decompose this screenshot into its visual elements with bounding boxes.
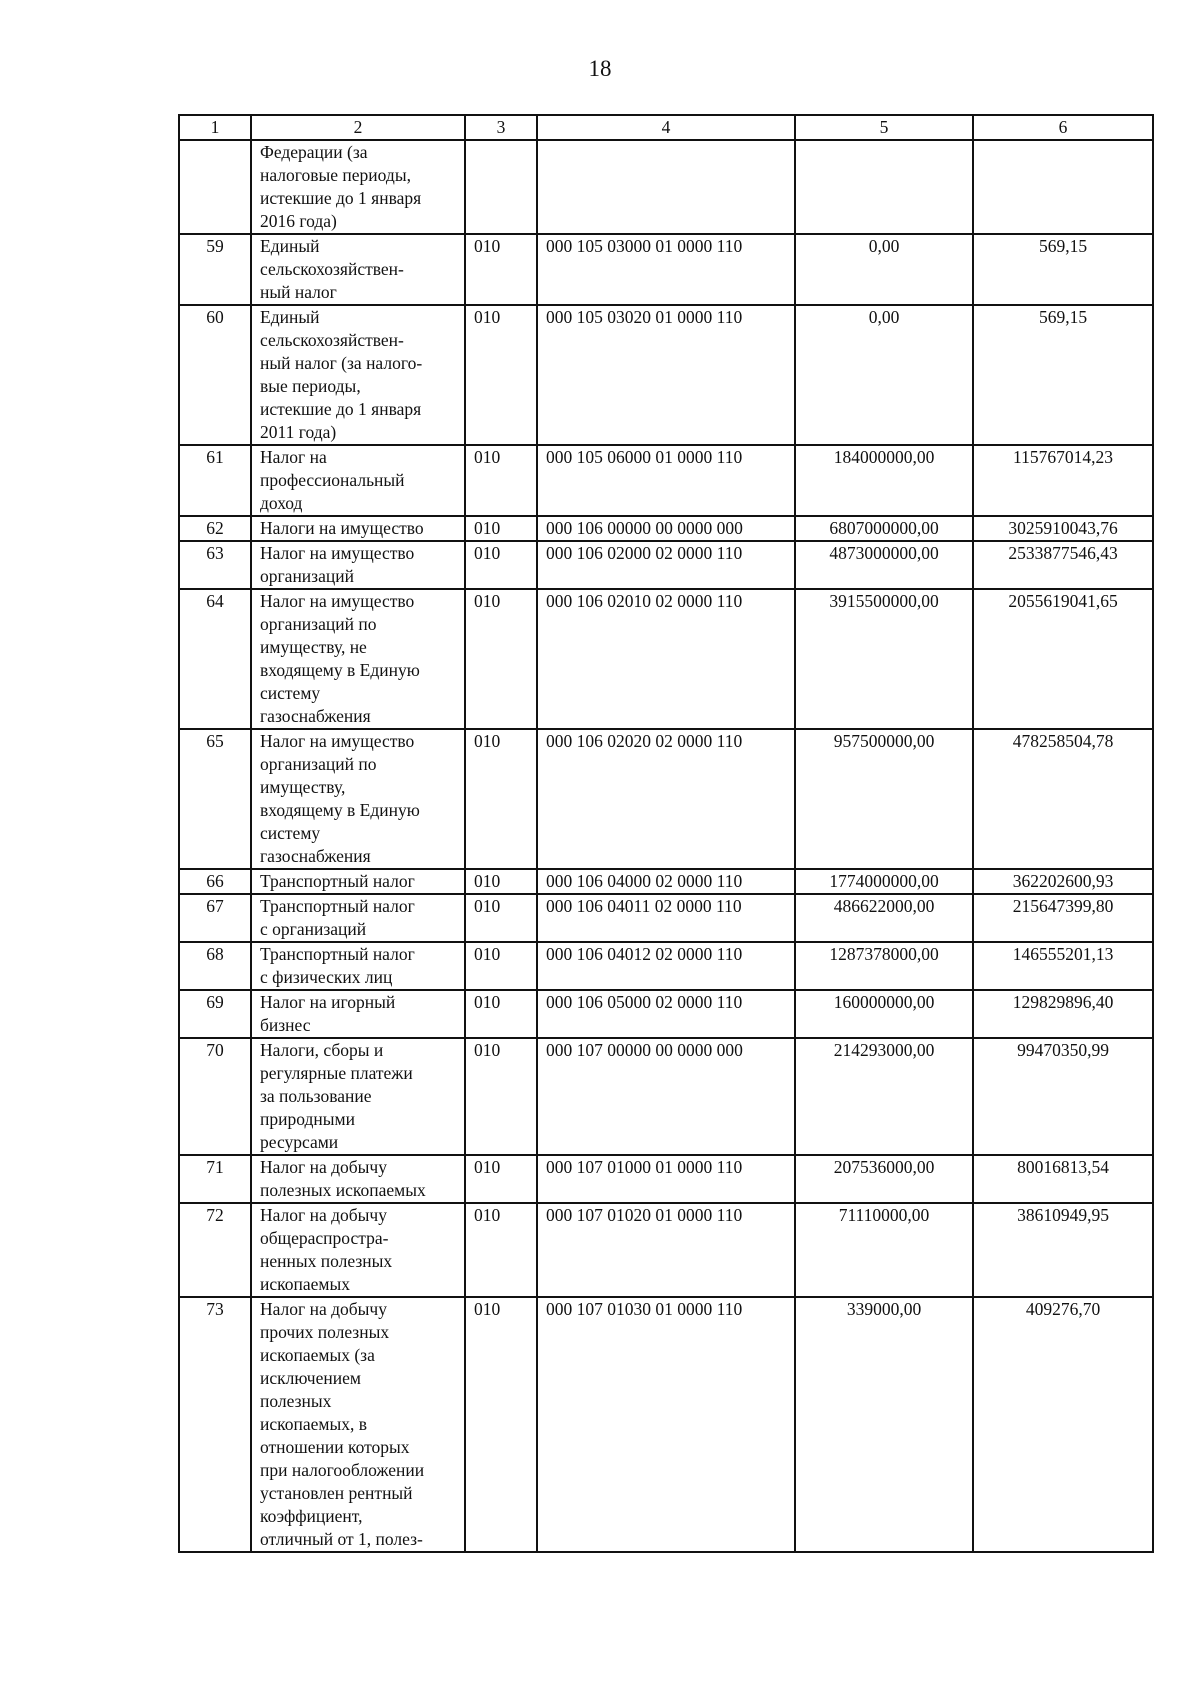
indicator-name-cell: Единый сельскохозяйствен- ный налог <box>251 234 465 305</box>
executed-amount-cell: 2055619041,65 <box>973 589 1153 729</box>
administrator-code-cell: 010 <box>465 729 537 869</box>
budget-classification-code-cell: 000 106 02000 02 0000 110 <box>537 541 795 589</box>
approved-amount-cell: 339000,00 <box>795 1297 973 1552</box>
table-row <box>179 1203 1153 1297</box>
approved-amount-cell: 4873000000,00 <box>795 541 973 589</box>
administrator-code-cell: 010 <box>465 869 537 894</box>
executed-amount-cell: 2533877546,43 <box>973 541 1153 589</box>
table-row <box>179 1155 1153 1203</box>
approved-amount-cell: 214293000,00 <box>795 1038 973 1155</box>
row-number-cell: 71 <box>179 1155 251 1203</box>
administrator-code-cell <box>465 140 537 234</box>
table-row <box>179 516 1153 541</box>
executed-amount-cell: 409276,70 <box>973 1297 1153 1552</box>
table-row <box>179 140 1153 234</box>
executed-amount-cell: 215647399,80 <box>973 894 1153 942</box>
approved-amount-cell: 486622000,00 <box>795 894 973 942</box>
row-number-cell: 67 <box>179 894 251 942</box>
row-number-cell <box>179 140 251 234</box>
indicator-name-cell: Налог на профессиональный доход <box>251 445 465 516</box>
administrator-code-cell: 010 <box>465 942 537 990</box>
indicator-name-cell: Налог на игорный бизнес <box>251 990 465 1038</box>
administrator-code-cell: 010 <box>465 234 537 305</box>
indicator-name-cell: Налог на добычу прочих полезных ископаемых (за исключением полезных ископаемых, в отношении которых при налогообложении установлен рентный коэффициент, отличный от 1, полез- <box>251 1297 465 1552</box>
executed-amount-cell: 115767014,23 <box>973 445 1153 516</box>
indicator-name-cell: Налог на добычу общераспростра- ненных полезных ископаемых <box>251 1203 465 1297</box>
budget-classification-code-cell: 000 107 01020 01 0000 110 <box>537 1203 795 1297</box>
budget-classification-code-cell: 000 107 01030 01 0000 110 <box>537 1297 795 1552</box>
indicator-name-cell: Налог на имущество организаций по имуществу, не входящему в Единую систему газоснабжения <box>251 589 465 729</box>
budget-classification-code-cell: 000 106 04012 02 0000 110 <box>537 942 795 990</box>
row-number-cell: 62 <box>179 516 251 541</box>
approved-amount-cell: 1774000000,00 <box>795 869 973 894</box>
administrator-code-cell: 010 <box>465 541 537 589</box>
indicator-name-cell: Налог на имущество организаций по имуществу, входящему в Единую систему газоснабжения <box>251 729 465 869</box>
table-row <box>179 869 1153 894</box>
budget-classification-code-cell: 000 106 00000 00 0000 000 <box>537 516 795 541</box>
administrator-code-cell: 010 <box>465 1038 537 1155</box>
budget-classification-code-cell: 000 105 03020 01 0000 110 <box>537 305 795 445</box>
table-body <box>179 140 1153 1552</box>
budget-classification-code-cell: 000 106 02010 02 0000 110 <box>537 589 795 729</box>
executed-amount-cell: 146555201,13 <box>973 942 1153 990</box>
executed-amount-cell: 99470350,99 <box>973 1038 1153 1155</box>
approved-amount-cell: 71110000,00 <box>795 1203 973 1297</box>
approved-amount-cell: 957500000,00 <box>795 729 973 869</box>
row-number-cell: 64 <box>179 589 251 729</box>
header-col-4: 4 <box>537 115 795 140</box>
approved-amount-cell: 0,00 <box>795 234 973 305</box>
executed-amount-cell: 3025910043,76 <box>973 516 1153 541</box>
table-row <box>179 1297 1153 1552</box>
table-row <box>179 729 1153 869</box>
budget-classification-code-cell: 000 105 06000 01 0000 110 <box>537 445 795 516</box>
budget-classification-code-cell: 000 106 05000 02 0000 110 <box>537 990 795 1038</box>
indicator-name-cell: Налог на имущество организаций <box>251 541 465 589</box>
row-number-cell: 65 <box>179 729 251 869</box>
table-row <box>179 445 1153 516</box>
budget-classification-code-cell: 000 107 00000 00 0000 000 <box>537 1038 795 1155</box>
indicator-name-cell: Единый сельскохозяйствен- ный налог (за налого- вые периоды, истекшие до 1 января 2011 года) <box>251 305 465 445</box>
executed-amount-cell: 569,15 <box>973 305 1153 445</box>
table-row <box>179 942 1153 990</box>
budget-classification-code-cell: 000 107 01000 01 0000 110 <box>537 1155 795 1203</box>
executed-amount-cell: 362202600,93 <box>973 869 1153 894</box>
row-number-cell: 63 <box>179 541 251 589</box>
executed-amount-cell: 129829896,40 <box>973 990 1153 1038</box>
row-number-cell: 72 <box>179 1203 251 1297</box>
header-col-6: 6 <box>973 115 1153 140</box>
indicator-name-cell: Транспортный налог с организаций <box>251 894 465 942</box>
page-number: 18 <box>588 56 612 81</box>
table-row <box>179 894 1153 942</box>
table-row <box>179 990 1153 1038</box>
approved-amount-cell: 184000000,00 <box>795 445 973 516</box>
executed-amount-cell: 80016813,54 <box>973 1155 1153 1203</box>
approved-amount-cell: 207536000,00 <box>795 1155 973 1203</box>
row-number-cell: 70 <box>179 1038 251 1155</box>
budget-classification-code-cell: 000 105 03000 01 0000 110 <box>537 234 795 305</box>
indicator-name-cell: Налоги на имущество <box>251 516 465 541</box>
budget-classification-code-cell: 000 106 02020 02 0000 110 <box>537 729 795 869</box>
executed-amount-cell: 478258504,78 <box>973 729 1153 869</box>
row-number-cell: 59 <box>179 234 251 305</box>
approved-amount-cell: 0,00 <box>795 305 973 445</box>
executed-amount-cell: 38610949,95 <box>973 1203 1153 1297</box>
approved-amount-cell: 1287378000,00 <box>795 942 973 990</box>
row-number-cell: 68 <box>179 942 251 990</box>
indicator-name-cell: Налог на добычу полезных ископаемых <box>251 1155 465 1203</box>
administrator-code-cell: 010 <box>465 990 537 1038</box>
approved-amount-cell: 3915500000,00 <box>795 589 973 729</box>
indicator-name-cell: Налоги, сборы и регулярные платежи за пользование природными ресурсами <box>251 1038 465 1155</box>
administrator-code-cell: 010 <box>465 1155 537 1203</box>
table-row <box>179 589 1153 729</box>
header-col-2: 2 <box>251 115 465 140</box>
budget-classification-code-cell: 000 106 04011 02 0000 110 <box>537 894 795 942</box>
executed-amount-cell <box>973 140 1153 234</box>
row-number-cell: 69 <box>179 990 251 1038</box>
header-col-3: 3 <box>465 115 537 140</box>
administrator-code-cell: 010 <box>465 1297 537 1552</box>
administrator-code-cell: 010 <box>465 894 537 942</box>
row-number-cell: 73 <box>179 1297 251 1552</box>
table-row <box>179 1038 1153 1155</box>
executed-amount-cell: 569,15 <box>973 234 1153 305</box>
administrator-code-cell: 010 <box>465 516 537 541</box>
row-number-cell: 66 <box>179 869 251 894</box>
indicator-name-cell: Транспортный налог с физических лиц <box>251 942 465 990</box>
table-header-row <box>179 115 1153 140</box>
table-row <box>179 305 1153 445</box>
approved-amount-cell: 6807000000,00 <box>795 516 973 541</box>
header-col-1: 1 <box>179 115 251 140</box>
revenue-table <box>178 114 1154 1553</box>
administrator-code-cell: 010 <box>465 589 537 729</box>
budget-classification-code-cell <box>537 140 795 234</box>
administrator-code-cell: 010 <box>465 445 537 516</box>
header-col-5: 5 <box>795 115 973 140</box>
indicator-name-cell: Федерации (за налоговые периоды, истекшие до 1 января 2016 года) <box>251 140 465 234</box>
administrator-code-cell: 010 <box>465 1203 537 1297</box>
indicator-name-cell: Транспортный налог <box>251 869 465 894</box>
table-row <box>179 234 1153 305</box>
approved-amount-cell <box>795 140 973 234</box>
budget-classification-code-cell: 000 106 04000 02 0000 110 <box>537 869 795 894</box>
table-row <box>179 541 1153 589</box>
row-number-cell: 61 <box>179 445 251 516</box>
approved-amount-cell: 160000000,00 <box>795 990 973 1038</box>
administrator-code-cell: 010 <box>465 305 537 445</box>
row-number-cell: 60 <box>179 305 251 445</box>
